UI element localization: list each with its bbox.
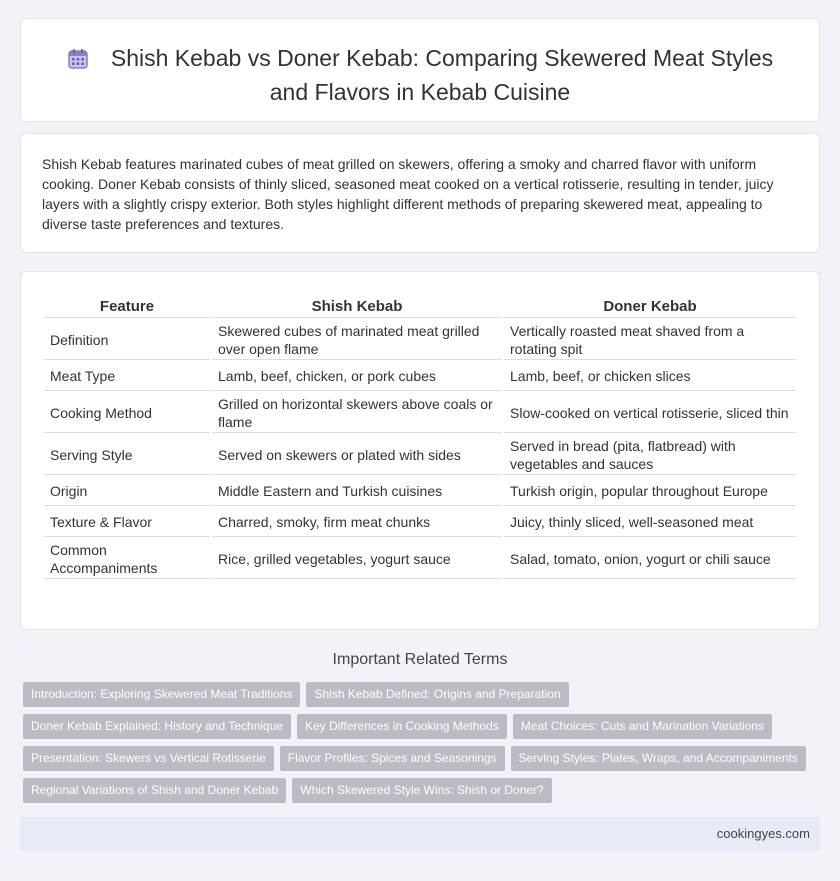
header-doner-kebab: Doner Kebab: [504, 296, 796, 318]
doner-cell: Served in bread (pita, flatbread) with vegetables and sauces: [504, 435, 796, 475]
header-shish-kebab: Shish Kebab: [212, 296, 502, 318]
table-header-row: [44, 296, 796, 318]
table-row: [44, 362, 796, 391]
related-terms-tags: [23, 682, 813, 810]
intro-paragraph: Shish Kebab features marinated cubes of meat grilled on skewers, offering a smoky and charred flavor with uniform cooking. Doner Kebab consists of thinly sliced, seasoned meat cooked on a vertical rotisserie, resulting in tender, juicy layers with a slightly crispy exterior. Both styles highlight different methods of preparing skewered meat, appealing to diverse taste preferences and textures.: [42, 156, 774, 232]
page-title-text: Shish Kebab vs Doner Kebab: Comparing Skewered Meat Styles and Flavors in Kebab Cuisine: [110, 45, 774, 105]
header-card: [20, 18, 820, 122]
doner-cell: Juicy, thinly sliced, well-seasoned meat: [504, 508, 796, 537]
feature-cell: Common Accompaniments: [44, 539, 210, 579]
table-row: [44, 477, 796, 506]
feature-cell: Serving Style: [44, 435, 210, 475]
feature-cell: Texture & Flavor: [44, 508, 210, 537]
shish-cell: Rice, grilled vegetables, yogurt sauce: [212, 539, 502, 579]
table-row: [44, 435, 796, 475]
table-row: [44, 393, 796, 433]
page-title: [60, 43, 780, 107]
feature-cell: Origin: [44, 477, 210, 506]
shish-cell: Charred, smoky, firm meat chunks: [212, 508, 502, 537]
doner-cell: Slow-cooked on vertical rotisserie, sliced thin: [504, 393, 796, 433]
related-term-tag[interactable]: Serving Styles: Plates, Wraps, and Accompaniments: [511, 746, 806, 771]
table-row: [44, 539, 796, 579]
intro-card: [20, 133, 820, 253]
shish-cell: Skewered cubes of marinated meat grilled over open flame: [212, 320, 502, 360]
table-row: [44, 320, 796, 360]
footer-bar: [20, 817, 820, 851]
doner-cell: Turkish origin, popular throughout Europe: [504, 477, 796, 506]
feature-cell: Definition: [44, 320, 210, 360]
table-row: [44, 508, 796, 537]
doner-cell: Lamb, beef, or chicken slices: [504, 362, 796, 391]
related-term-tag[interactable]: Flavor Profiles: Spices and Seasonings: [280, 746, 505, 771]
doner-cell: Salad, tomato, onion, yogurt or chili sauce: [504, 539, 796, 579]
related-term-tag[interactable]: Introduction: Exploring Skewered Meat Traditions: [23, 682, 300, 707]
related-term-tag[interactable]: Presentation: Skewers vs Vertical Rotisserie: [23, 746, 274, 771]
feature-cell: Meat Type: [44, 362, 210, 391]
calendar-icon: [67, 47, 89, 77]
comparison-table: [42, 294, 798, 581]
related-term-tag[interactable]: Which Skewered Style Wins: Shish or Doner?: [292, 778, 551, 803]
footer-site-name[interactable]: cookingyes.com: [716, 826, 810, 841]
doner-cell: Vertically roasted meat shaved from a rotating spit: [504, 320, 796, 360]
shish-cell: Grilled on horizontal skewers above coals or flame: [212, 393, 502, 433]
related-term-tag[interactable]: Regional Variations of Shish and Doner Kebab: [23, 778, 286, 803]
related-term-tag[interactable]: Shish Kebab Defined: Origins and Preparation: [306, 682, 568, 707]
header-feature: Feature: [44, 296, 210, 318]
comparison-card: [20, 271, 820, 630]
related-term-tag[interactable]: Meat Choices: Cuts and Marination Variations: [513, 714, 772, 739]
shish-cell: Lamb, beef, chicken, or pork cubes: [212, 362, 502, 391]
shish-cell: Served on skewers or plated with sides: [212, 435, 502, 475]
related-term-tag[interactable]: Doner Kebab Explained: History and Technique: [23, 714, 291, 739]
related-terms-title: Important Related Terms: [332, 651, 508, 668]
shish-cell: Middle Eastern and Turkish cuisines: [212, 477, 502, 506]
feature-cell: Cooking Method: [44, 393, 210, 433]
related-term-tag[interactable]: Key Differences in Cooking Methods: [297, 714, 507, 739]
